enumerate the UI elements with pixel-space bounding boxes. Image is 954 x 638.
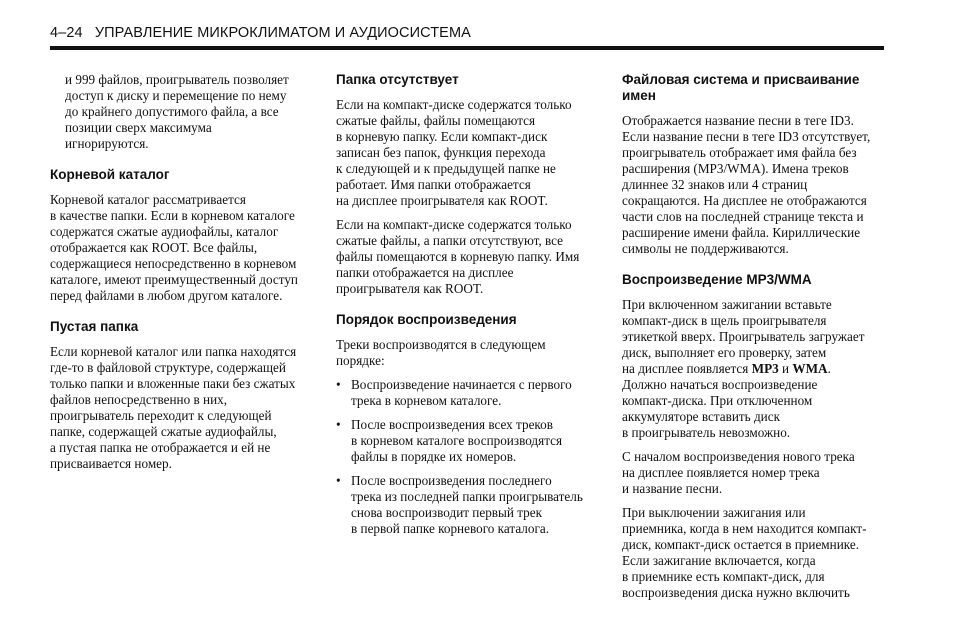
mp3-wma-paragraph-3 <box>622 505 888 601</box>
text-line: перед файлами в любом другом каталоге. <box>50 288 283 303</box>
column-1 <box>50 72 312 472</box>
text-line: записан без папок, функция перехода <box>336 145 546 160</box>
bullet-icon: • <box>336 417 341 432</box>
folder-absent-paragraph-1 <box>336 97 598 209</box>
text-line: на дисплее проигрывателя как ROOT. <box>336 193 548 208</box>
list-item <box>336 417 598 465</box>
text-line: в проигрыватель невозможно. <box>622 425 791 440</box>
heading-root-directory: Корневой каталог <box>50 167 170 182</box>
text-line: содержащиеся непосредственно в корневом <box>50 256 297 271</box>
text-line: файлы помещаются в корневую папку. Имя <box>336 249 580 264</box>
empty-folder-text <box>50 344 312 472</box>
heading-folder-absent: Папка отсутствует <box>336 72 459 87</box>
text-line: и название песни. <box>622 481 723 496</box>
text-line: сокращаются. На дисплее не отображаются <box>622 193 867 208</box>
text-line: отображается как ROOT. Все файлы, <box>50 240 258 255</box>
text-line: папке, содержащей сжатые аудиофайлы, <box>50 424 277 439</box>
text-line: доступ к диску и перемещение по нему <box>65 88 287 103</box>
text-line: Если на компакт-диске содержатся только <box>336 217 572 232</box>
text-line: сжатые файлы, а папки отсутствуют, все <box>336 233 564 248</box>
text-line: игнорируются. <box>65 136 149 151</box>
header-rule <box>50 46 884 50</box>
text-line: в корневую папку. Если компакт-диск <box>336 129 548 144</box>
text-line: трека из последней папки проигрыватель <box>351 489 583 504</box>
text-line: компакт-диск в щель проигрывателя <box>622 313 827 328</box>
text-line: символы не поддерживаются. <box>622 241 789 256</box>
wma-label: WMA <box>792 361 828 376</box>
text-line: воспроизведения диска нужно включить <box>622 585 850 600</box>
text-line: проигрыватель переходит к следующей <box>50 408 272 423</box>
text-line: присваивается номер. <box>50 456 172 471</box>
heading-empty-folder: Пустая папка <box>50 319 139 334</box>
folder-absent-paragraph-2 <box>336 217 598 297</box>
playback-order-list <box>336 377 598 537</box>
intro-paragraph <box>50 72 312 152</box>
text-line: Если корневой каталог или папка находятся <box>50 344 297 359</box>
mp3-wma-paragraph-2 <box>622 449 888 497</box>
text-line: С началом воспроизведения нового трека <box>622 449 855 464</box>
playback-order-intro <box>336 337 598 369</box>
text-line: на дисплее появляется номер трека <box>622 465 820 480</box>
text-line: в приемнике есть компакт-диск, для <box>622 569 825 584</box>
root-directory-text <box>50 192 312 304</box>
text-line: Воспроизведение начинается с первого <box>351 377 572 392</box>
text-line: Если название песни в теге ID3 отсутствует, <box>622 129 871 144</box>
text-line: к следующей и к предыдущей папке не <box>336 161 556 176</box>
text-line: расширение имени файла. Кириллические <box>622 225 861 240</box>
text-line: проигрывателя как ROOT. <box>336 281 484 296</box>
text-line: и 999 файлов, проигрыватель позволяет <box>65 72 289 87</box>
bullet-icon: • <box>336 473 341 488</box>
heading-file-system <box>622 72 888 104</box>
heading-playback-order: Порядок воспроизведения <box>336 312 517 327</box>
text-line: в корневом каталоге воспроизводятся <box>351 433 563 448</box>
text-line: а пустая папка не отображается и ей не <box>50 440 271 455</box>
mp3-label: MP3 <box>751 361 779 376</box>
page-number: 4–24 <box>50 25 83 41</box>
text-line: приемника, когда в нем находится компакт- <box>622 521 867 536</box>
text-line: файлы в порядке их номеров. <box>351 449 517 464</box>
text-line: где-то в файловой структуре, содержащей <box>50 360 286 375</box>
text-line: диск, выполняет его проверку, затем <box>622 345 827 360</box>
text-line: в первой папке корневого каталога. <box>351 521 550 536</box>
list-item <box>336 377 598 409</box>
file-system-text <box>622 113 888 257</box>
text-line: трека в корневом каталоге. <box>351 393 502 408</box>
text-line: При включенном зажигании вставьте <box>622 297 832 312</box>
text-line: Файловая система и присваивание <box>622 72 860 87</box>
text-line: порядке: <box>336 353 385 368</box>
bullet-icon: • <box>336 377 341 392</box>
text-line: сжатые файлы, файлы помещаются <box>336 113 536 128</box>
text-line: После воспроизведения всех треков <box>351 417 553 432</box>
text-line: только папки и вложенные паки без сжатых <box>50 376 296 391</box>
text-line: в качестве папки. Если в корневом каталоге <box>50 208 295 223</box>
text-line: длиннее 32 знаков или 4 страниц <box>622 177 808 192</box>
text-line: работает. Имя папки отображается <box>336 177 531 192</box>
text-line: Должно начаться воспроизведение <box>622 377 818 392</box>
text-line: аккумуляторе вставить диск <box>622 409 780 424</box>
text-line: При выключении зажигания или <box>622 505 806 520</box>
column-2 <box>336 72 598 545</box>
text-line: Если на компакт-диске содержатся только <box>336 97 572 112</box>
section-title: УПРАВЛЕНИЕ МИКРОКЛИМАТОМ И АУДИОСИСТЕМА <box>94 25 471 41</box>
heading-mp3-wma-playback: Воспроизведение MP3/WMA <box>622 272 812 287</box>
text-line: содержатся сжатые аудиофайлы, каталог <box>50 224 279 239</box>
text-line: диск, компакт-диск остается в приемнике. <box>622 537 859 552</box>
text-line: файлов непосредственно в них, <box>50 392 228 407</box>
text-line: Корневой каталог рассматривается <box>50 192 246 207</box>
text-line: этикеткой вверх. Проигрыватель загружает <box>622 329 865 344</box>
text-line: папки отображается на дисплее <box>336 265 514 280</box>
page-header <box>50 25 884 41</box>
text-line: Треки воспроизводятся в следующем <box>336 337 546 352</box>
column-3 <box>622 72 888 601</box>
text-line: части слов на последней странице текста и <box>622 209 864 224</box>
text-line: компакт-диска. При отключенном <box>622 393 813 408</box>
text-line: позиции сверх максимума <box>65 120 212 135</box>
text-line: имен <box>622 88 656 103</box>
text-line: После воспроизведения последнего <box>351 473 552 488</box>
text-line: Если зажигание включается, когда <box>622 553 816 568</box>
text-line: расширения (MP3/WMA). Имена треков <box>622 161 849 176</box>
text-line: проигрыватель отображает имя файла без <box>622 145 857 160</box>
mp3-wma-paragraph-1: При включенном зажигании вставьте компакт-диск в щель проигрывателя этикеткой вверх. Проигрыватель загружает диск, выполняет его проверку, затем на дисплее появляется MP3 и WMA. Должно начаться воспроизведение компакт-диска. При отключенном аккумуляторе вставить диск в проигрыватель невозможно. <box>622 297 888 441</box>
list-item <box>336 473 598 537</box>
text-line: снова воспроизводит первый трек <box>351 505 543 520</box>
text-line: до крайнего допустимого файла, а все <box>65 104 279 119</box>
text-line: каталоге, имеют преимущественный доступ <box>50 272 298 287</box>
text-line: Отображается название песни в теге ID3. <box>622 113 854 128</box>
